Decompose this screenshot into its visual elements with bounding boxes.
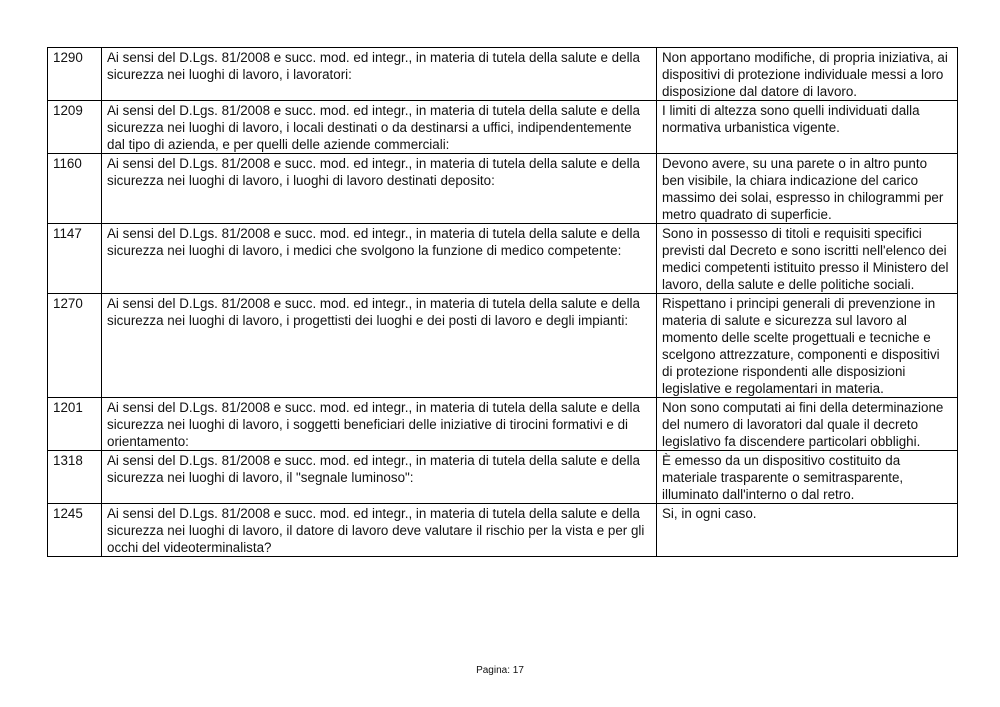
table-row: [48, 398, 958, 451]
table-row: [48, 294, 958, 398]
table-row: [48, 48, 958, 101]
answer-text: Rispettano i principi generali di prevenzione in materia di salute e sicurezza sul lavoro al momento delle scelte progettuali e tecniche e scelgono attrezzature, componenti e dispositivi di protezione rispondenti alle disposizioni legislative e regolamentari in materia.: [657, 294, 958, 398]
answer-text: Devono avere, su una parete o in altro punto ben visibile, la chiara indicazione del carico massimo dei solai, espresso in chilogrammi per metro quadrato di superficie.: [657, 154, 958, 224]
question-text: Ai sensi del D.Lgs. 81/2008 e succ. mod. ed integr., in materia di tutela della salute e della sicurezza nei luoghi di lavoro, i luoghi di lavoro destinati deposito:: [102, 154, 657, 224]
answer-text: Si, in ogni caso.: [657, 504, 958, 557]
table-row: [48, 101, 958, 154]
question-number: 1245: [48, 504, 102, 557]
question-number: 1147: [48, 224, 102, 294]
table-row: [48, 451, 958, 504]
table-row: [48, 224, 958, 294]
page-number-footer: Pagina: 17: [476, 665, 524, 676]
table-row: [48, 154, 958, 224]
question-number: 1201: [48, 398, 102, 451]
question-number: 1318: [48, 451, 102, 504]
question-text: Ai sensi del D.Lgs. 81/2008 e succ. mod. ed integr., in materia di tutela della salute e della sicurezza nei luoghi di lavoro, il "segnale luminoso":: [102, 451, 657, 504]
question-number: 1290: [48, 48, 102, 101]
question-number: 1270: [48, 294, 102, 398]
answer-text: Sono in possesso di titoli e requisiti specifici previsti dal Decreto e sono iscritti nell'elenco dei medici competenti istituito presso il Ministero del lavoro, della salute e delle politiche sociali.: [657, 224, 958, 294]
table-row: [48, 504, 958, 557]
answer-text: Non sono computati ai fini della determinazione del numero di lavoratori dal quale il decreto legislativo fa discendere particolari obblighi.: [657, 398, 958, 451]
question-text: Ai sensi del D.Lgs. 81/2008 e succ. mod. ed integr., in materia di tutela della salute e della sicurezza nei luoghi di lavoro, i soggetti beneficiari delle iniziative di tirocini formativi e di orientamento:: [102, 398, 657, 451]
question-text: Ai sensi del D.Lgs. 81/2008 e succ. mod. ed integr., in materia di tutela della salute e della sicurezza nei luoghi di lavoro, i progettisti dei luoghi e dei posti di lavoro e degli impianti:: [102, 294, 657, 398]
question-text: Ai sensi del D.Lgs. 81/2008 e succ. mod. ed integr., in materia di tutela della salute e della sicurezza nei luoghi di lavoro, il datore di lavoro deve valutare il rischio per la vista e per gli occhi del videoterminalista?: [102, 504, 657, 557]
question-number: 1209: [48, 101, 102, 154]
question-text: Ai sensi del D.Lgs. 81/2008 e succ. mod. ed integr., in materia di tutela della salute e della sicurezza nei luoghi di lavoro, i locali destinati o da destinarsi a uffici, indipendentemente dal tipo di azienda, e per quelli delle aziende commerciali:: [102, 101, 657, 154]
question-text: Ai sensi del D.Lgs. 81/2008 e succ. mod. ed integr., in materia di tutela della salute e della sicurezza nei luoghi di lavoro, i lavoratori:: [102, 48, 657, 101]
answer-text: È emesso da un dispositivo costituito da materiale trasparente o semitrasparente, illuminato dall'interno o dal retro.: [657, 451, 958, 504]
question-answer-table: [47, 47, 958, 557]
answer-text: I limiti di altezza sono quelli individuati dalla normativa urbanistica vigente.: [657, 101, 958, 154]
answer-text: Non apportano modifiche, di propria iniziativa, ai dispositivi di protezione individuale messi a loro disposizione dal datore di lavoro.: [657, 48, 958, 101]
question-number: 1160: [48, 154, 102, 224]
question-text: Ai sensi del D.Lgs. 81/2008 e succ. mod. ed integr., in materia di tutela della salute e della sicurezza nei luoghi di lavoro, i medici che svolgono la funzione di medico competente:: [102, 224, 657, 294]
